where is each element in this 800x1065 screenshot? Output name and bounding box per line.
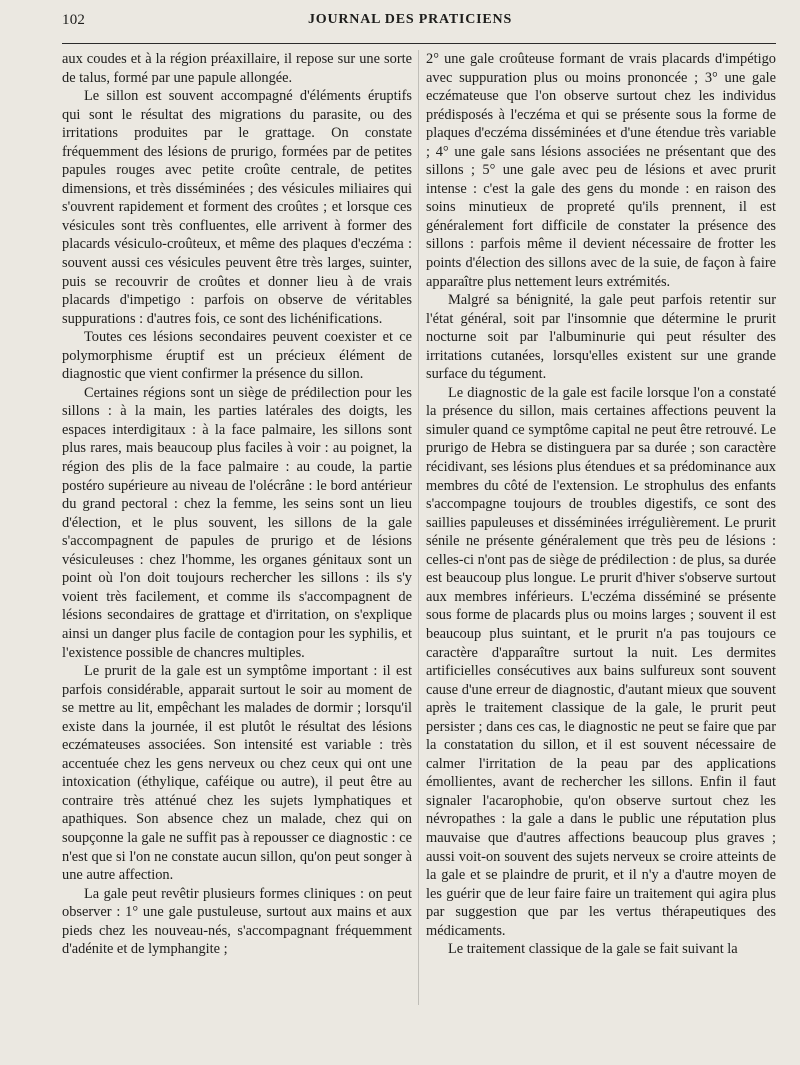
left-column [62, 50, 412, 959]
journal-title: JOURNAL DES PRATICIENS [308, 12, 513, 27]
right-paragraph-1: 2° une gale croûteuse formant de vrais placards d'impétigo avec suppuration plus ou moins prononcée ; 3° une gale eczémateuse que l'on observe surtout chez les individus prédisposés à l'eczéma et qui se présente sous la forme de plaques d'eczéma disséminées et d'une étendue très variable ; 4° une gale sans lésions associées ne présentant que des sillons ; 5° une gale avec peu de lésions et avec prurit intense : c'est la gale des gens du monde : en raison des soins minutieux de propreté qu'ils prennent, il est généralement fort difficile de constater la présence des sillons : parfois même il devient nécessaire de frotter les points d'élection des sillons avec de la suie, de façon à faire apparaître plus nettement leurs extrémités. [426, 51, 776, 290]
right-paragraph-4: Le traitement classique de la gale se fait suivant la [448, 941, 738, 958]
left-paragraph-6: La gale peut revêtir plusieurs formes cliniques : on peut observer : 1° une gale pustuleuse, surtout aux mains et aux pieds chez les nouveau-nés, s'accompagnant fréquemment d'adénite et de lymphangite ; [62, 885, 412, 958]
left-paragraph-4: Certaines régions sont un siège de prédilection pour les sillons : à la main, les parties latérales des doigts, les espaces interdigitaux : à la face palmaire, les sillons sont plus rares, mais beaucoup plus faciles à voir : au poignet, la région des plis de la face palmaire : au coude, la partie postéro supérieure au niveau de l'olécrâne : le bord antérieur du grand pectoral : chez la femme, les seins sont un lieu d'élection, et le plus souvent, les sillons de la gale s'accompagnent de papules de prurigo et de lésions vésiculeuses : chez l'homme, les organes génitaux sont un point où l'on doit toujours rechercher les sillons : ils s'y voient très facilement, et comme ils s'accompagnent de lésions secondaires de grattage et d'irritation, on s'explique ainsi un danger plus facile de contagion pour les syphilis, et l'existence possible de chancres multiples. [62, 384, 412, 661]
page-header [62, 12, 774, 36]
header-divider [62, 43, 776, 44]
left-paragraph-1: aux coudes et à la région préaxillaire, il repose sur une sorte de talus, formé par une papule allongée. [62, 51, 412, 86]
left-paragraph-3: Toutes ces lésions secondaires peuvent coexister et ce polymorphisme éruptif est un précieux élément de diagnostic que vient confirmer la présence du sillon. [62, 329, 412, 383]
page-number: 102 [62, 12, 86, 28]
right-column [426, 50, 776, 959]
right-paragraph-2: Malgré sa bénignité, la gale peut parfois retentir sur l'état général, soit par l'insomnie que détermine le prurit nocturne soit par l'albuminurie qui peut résulter des irritations cutanées, lorsqu'elles existent sur une grande surface du tégument. [426, 292, 776, 383]
right-paragraph-3: Le diagnostic de la gale est facile lorsque l'on a constaté la présence du sillon, mais certaines affections peuvent la simuler quand ce symptôme capital ne peut être retrouvé. Le prurigo de Hebra se distinguera par sa durée ; son caractère récidivant, ses lésions plus étendues et sa prédominance aux membres du côté de l'extension. Le strophulus des enfants s'accompagne toujours de troubles digestifs, ce sont des saillies papuleuses et disséminées irrégulièrement. Le prurit sénile ne présente généralement que très peu de lésions : celles-ci n'ont pas de siège de prédilection : de plus, sa durée est beaucoup plus longue. Le prurit d'hiver s'observe surtout aux membres inférieurs. L'eczéma disséminé se présente sous forme de placards plus ou moins larges ; souvent il est beaucoup plus suintant, et le prurit n'a pas toujours ce caractère d'apparaître surtout la nuit. Les dermites artificielles consécutives aux bains sulfureux sont souvent cause d'une erreur de diagnostic, d'autant mieux que souvent après le traitement classique de la gale, le prurit peut persister ; dans ces cas, le diagnostic ne peut se faire que par la constatation du sillon, et il est souvent nécessaire de calmer l'irritation de la peau par des applications émollientes, avant de rechercher les sillons. Enfin il faut signaler l'acarophobie, qu'on observe surtout chez les névropathes : la gale a dans le public une réputation plus mauvaise que d'autres affections beaucoup plus graves ; aussi voit-on souvent des sujets nerveux se croire atteints de la gale et se plaindre de prurit, et il n'y a d'autre moyen de les guérir que de leur faire faire un traitement qui agira plus par suggestion que par les vertus thérapeutiques des médicaments. [426, 384, 776, 939]
column-gutter [418, 50, 419, 1005]
left-paragraph-2: Le sillon est souvent accompagné d'éléments éruptifs qui sont le résultat des migrations du parasite, ou des irritations produites par le grattage. On constate fréquemment des lésions de prurigo, formées par de petites papules rouges avec petite croûte centrale, de petites dimensions, et très disséminées ; des vésicules miliaires qui s'ouvrent rapidement et forment des croûtes ; et lorsque ces vésicules sont très confluentes, elle arrivent à former des placards vésiculo-croûteux, et même des plaques d'eczéma : souvent aussi ces vésicules peuvent être très larges, suinter, puis se recouvrir de croûtes et donner lieu à de vrais placards d'impetigo : parfois on observe de véritables suppurations : d'autres fois, ce sont des lichénifications. [62, 88, 412, 327]
left-paragraph-5: Le prurit de la gale est un symptôme important : il est parfois considérable, apparait surtout le soir au moment de se mettre au lit, empêchant les malades de dormir ; lorsqu'il existe dans la journée, il est plutôt le résultat des lésions eczémateuses associées. Son intensité est variable : très accentuée chez les gens nerveux ou chez ceux qui ont une intoxication (éthylique, caféique ou autre), il peut être au contraire très atténué chez les sujets lymphatiques et apathiques. Son absence chez un malade, chez qui on soupçonne la gale ne suffit pas à repousser ce diagnostic : ce n'est que si l'on ne constate aucun sillon, qu'on peut songer à une autre affection. [62, 663, 412, 884]
